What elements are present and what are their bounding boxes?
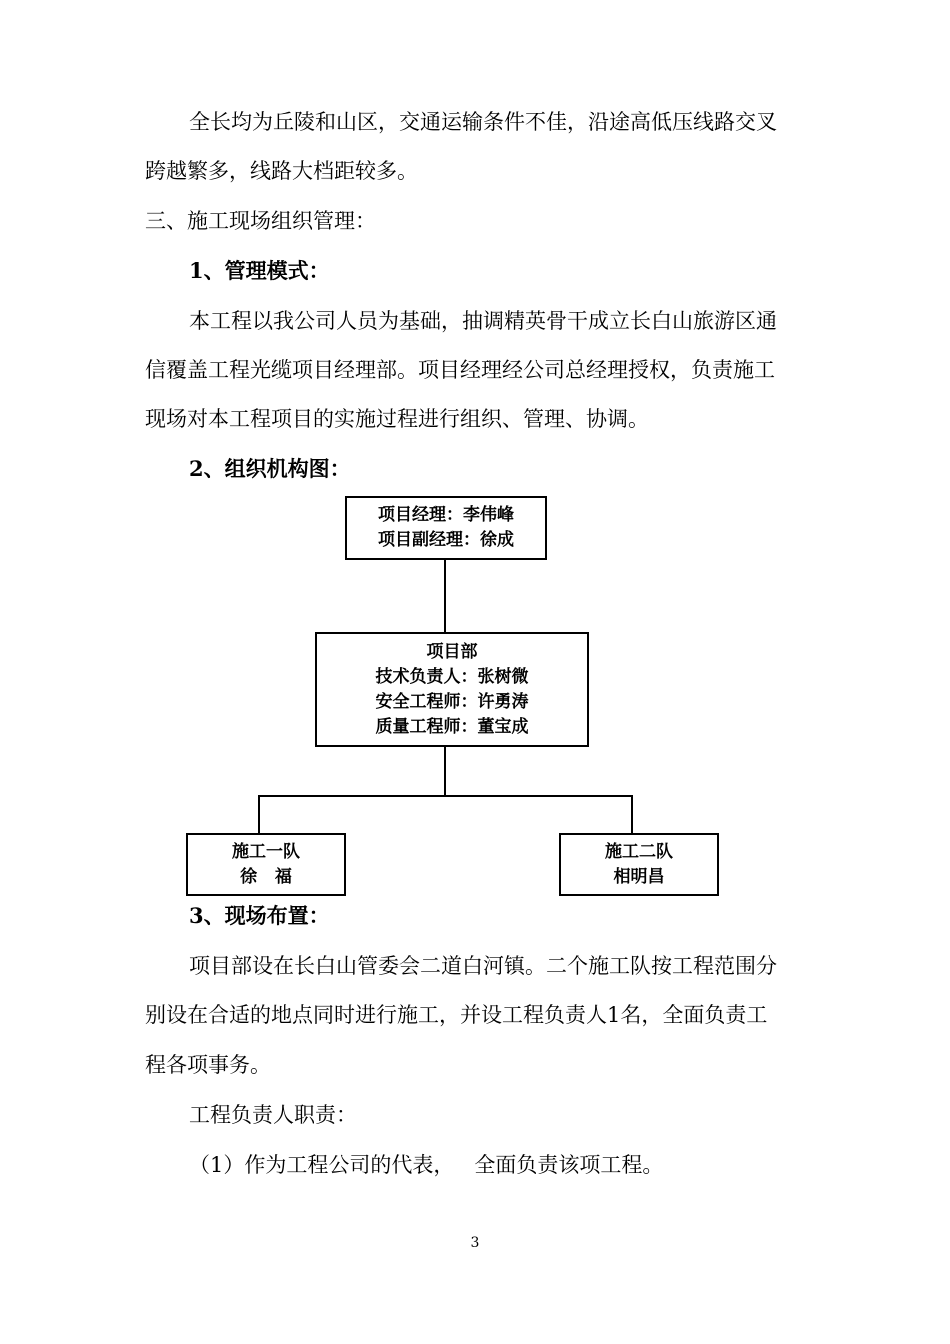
- paragraph-mode-line2: 信覆盖工程光缆项目经理部。项目经理经公司总经理授权，负责施工: [145, 358, 775, 382]
- org-connector-branch-horizontal: [258, 795, 633, 797]
- org-manager-line2: 项目副经理：徐成: [378, 530, 514, 550]
- paragraph-layout-line1: 项目部设在长白山管委会二道白河镇。二个施工队按工程范围分: [189, 954, 777, 978]
- org-department-line4: 质量工程师：董宝成: [375, 716, 529, 737]
- page-number: 3: [470, 1235, 480, 1251]
- org-connector-branch-right: [631, 795, 633, 833]
- paragraph-layout-line3: 程各项事务。: [145, 1053, 271, 1077]
- org-manager-line1: 项目经理：李伟峰: [378, 505, 514, 525]
- paragraph-mode-line3: 现场对本工程项目的实施过程进行组织、管理、协调。: [145, 407, 649, 431]
- org-team1-line2: 徐 福: [240, 866, 292, 887]
- org-box-team1: [186, 833, 346, 896]
- org-department-line3: 安全工程师：许勇涛: [375, 691, 529, 712]
- org-connector-branch-left: [258, 795, 260, 833]
- org-box-project-manager: [345, 496, 547, 560]
- heading-site-layout: 3、现场布置：: [189, 903, 330, 928]
- org-box-team2: [559, 833, 719, 896]
- heading-management-mode: 1、管理模式：: [189, 258, 330, 283]
- paragraph-terrain-line1: 全长均为丘陵和山区，交通运输条件不佳，沿途高低压线路交叉: [189, 110, 777, 134]
- section-heading-site-management: 三、施工现场组织管理：: [145, 209, 376, 233]
- paragraph-terrain-line2: 跨越繁多，线路大档距较多。: [145, 159, 418, 183]
- paragraph-responsibility-title: 工程负责人职责：: [189, 1103, 357, 1127]
- org-team2-line2: 相明昌: [613, 866, 665, 887]
- org-department-line2: 技术负责人：张树微: [375, 666, 529, 687]
- org-box-project-department: [315, 632, 589, 747]
- heading-org-chart: 2、组织机构图：: [189, 456, 351, 481]
- org-connector-manager-department: [444, 560, 446, 632]
- org-department-line1: 项目部: [426, 641, 478, 662]
- org-team1-line1: 施工一队: [232, 841, 300, 862]
- paragraph-layout-line2: 别设在合适的地点同时进行施工，并设工程负责人1名，全面负责工: [145, 1003, 768, 1027]
- paragraph-mode-line1: 本工程以我公司人员为基础，抽调精英骨干成立长白山旅游区通: [189, 309, 777, 333]
- paragraph-responsibility-item1: （1）作为工程公司的代表， 全面负责该项工程。: [189, 1153, 664, 1177]
- org-connector-department-down: [444, 747, 446, 796]
- org-team2-line1: 施工二队: [605, 841, 673, 862]
